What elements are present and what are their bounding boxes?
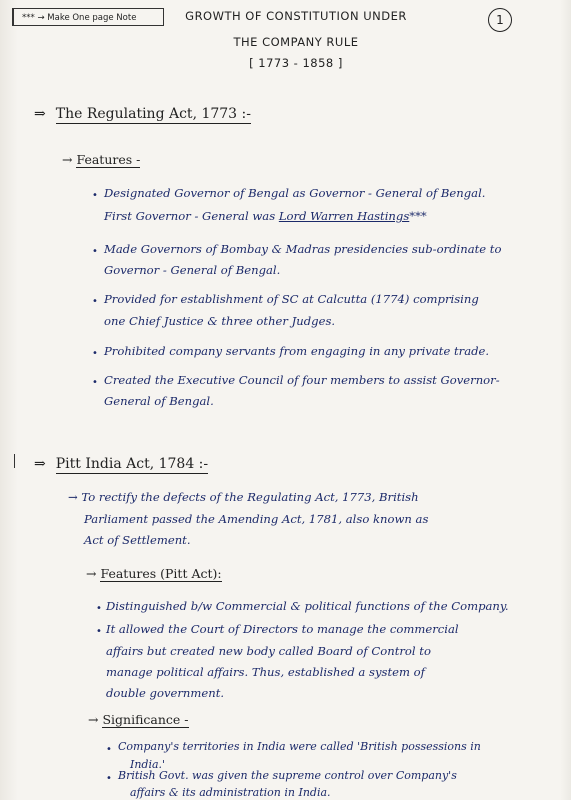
features-label: Features -	[76, 152, 141, 167]
list-item-line: India.'	[130, 758, 166, 771]
note-text: *** → Make One page Note	[22, 13, 137, 23]
intro-line: Parliament passed the Amending Act, 1781, also known as	[84, 512, 429, 526]
significance-heading	[88, 712, 189, 727]
arrow-icon: →	[62, 152, 73, 167]
list-item-line: It allowed the Court of Directors to manage the commercial	[106, 622, 459, 636]
section-title-text: Pitt India Act, 1784 :-	[55, 456, 209, 472]
bullet-icon: •	[96, 603, 102, 614]
bullet-icon: •	[92, 377, 98, 388]
bullet-icon: •	[106, 773, 112, 784]
list-item-line: one Chief Justice & three other Judges.	[104, 314, 336, 328]
list-item-line: Distinguished b/w Commercial & political functions of the Company.	[106, 599, 509, 613]
bullet-icon: •	[92, 190, 98, 201]
arrow-icon: →	[68, 490, 78, 504]
bullet-icon: •	[92, 348, 98, 359]
page-title-line-2: THE COMPANY RULE	[233, 35, 359, 49]
arrow-icon: →	[88, 712, 99, 727]
list-item-text: First Governor - General was	[104, 209, 276, 223]
page-number: 1	[488, 8, 512, 32]
arrow-icon: →	[86, 566, 97, 581]
list-item-line: Company's territories in India were called 'British possessions in	[118, 740, 481, 753]
list-item-line: British Govt. was given the supreme control over Company's	[118, 769, 457, 782]
list-item-line: manage political affairs. Thus, established a system of	[106, 665, 425, 679]
page-title-line-1: GROWTH OF CONSTITUTION UNDER	[185, 9, 407, 23]
list-item-line: Designated Governor of Bengal as Governor - General of Bengal.	[104, 186, 486, 200]
pitt-features-heading	[86, 566, 222, 581]
margin-mark	[14, 454, 15, 468]
list-item-line: Created the Executive Council of four members to assist Governor-	[104, 373, 500, 387]
features-label: Features (Pitt Act):	[100, 566, 222, 581]
section-pitt-india-act-title	[34, 456, 208, 472]
list-item-line: affairs but created new body called Board of Control to	[106, 644, 431, 658]
section-regulating-act-title	[34, 106, 251, 122]
double-arrow-icon: ⇒	[34, 106, 46, 122]
highlighted-name: Lord Warren Hastings	[278, 209, 410, 223]
list-item-line: Prohibited company servants from engaging in any private trade.	[104, 344, 490, 358]
list-item-line: Made Governors of Bombay & Madras presidencies sub-ordinate to	[104, 242, 502, 256]
list-item-line: double government.	[106, 686, 225, 700]
asterisk-mark: ***	[409, 209, 427, 223]
list-item-line: affairs & its administration in India.	[130, 786, 331, 799]
significance-label: Significance -	[102, 712, 189, 727]
list-item-line	[104, 209, 427, 223]
features-heading	[62, 152, 140, 167]
page-title-line-3: [ 1773 - 1858 ]	[249, 56, 343, 70]
section-title-text: The Regulating Act, 1773 :-	[55, 106, 251, 122]
intro-text: To rectify the defects of the Regulating Act, 1773, British	[81, 490, 419, 504]
intro-line: Act of Settlement.	[84, 533, 191, 547]
bullet-icon: •	[106, 744, 112, 755]
bullet-icon: •	[96, 626, 102, 637]
bullet-icon: •	[92, 296, 98, 307]
list-item-line: General of Bengal.	[104, 394, 214, 408]
double-arrow-icon: ⇒	[34, 456, 46, 472]
bullet-icon: •	[92, 246, 98, 257]
note-box	[12, 8, 164, 26]
list-item-line: Governor - General of Bengal.	[104, 263, 281, 277]
intro-line	[68, 490, 419, 504]
list-item-line: Provided for establishment of SC at Calcutta (1774) comprising	[104, 292, 479, 306]
